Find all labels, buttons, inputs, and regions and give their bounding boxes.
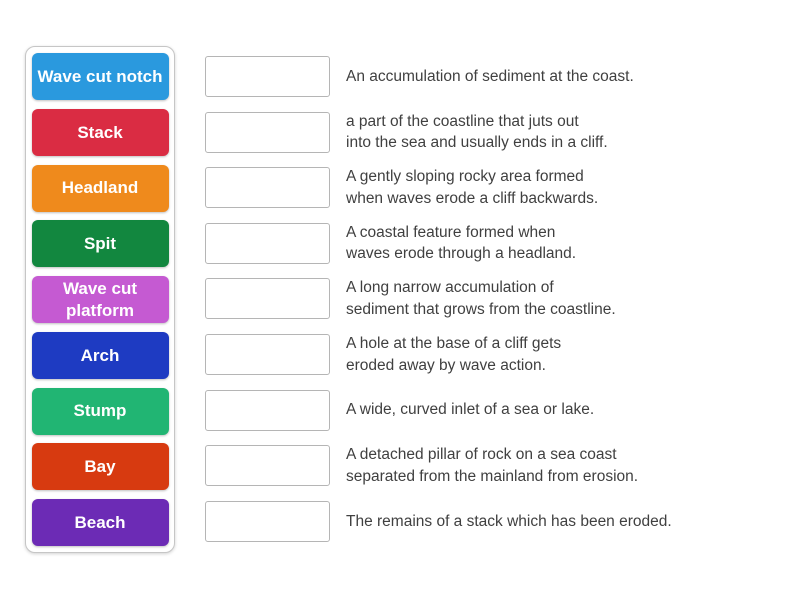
definition-line: eroded away by wave action.	[346, 356, 546, 374]
keyword-tile[interactable]: Headland	[32, 165, 169, 212]
definition-line: A long narrow accumulation of	[346, 279, 554, 297]
definition-text	[346, 399, 594, 421]
match-row	[205, 445, 638, 486]
keyword-tile[interactable]: Stack	[32, 109, 169, 156]
definition-line: waves erode through a headland.	[346, 245, 577, 263]
answer-drop-box[interactable]	[205, 445, 330, 486]
match-row	[205, 501, 672, 542]
match-row	[205, 112, 608, 153]
keyword-tile[interactable]: Wave cut platform	[32, 276, 169, 323]
answer-drop-box[interactable]	[205, 390, 330, 431]
match-row	[205, 223, 576, 264]
answer-drop-box[interactable]	[205, 112, 330, 153]
match-row	[205, 278, 616, 319]
answer-drop-box[interactable]	[205, 501, 330, 542]
definition-line: A gently sloping rocky area formed	[346, 168, 584, 186]
answer-drop-box[interactable]	[205, 56, 330, 97]
definition-text	[346, 511, 672, 533]
match-row	[205, 56, 634, 97]
definition-line: into the sea and usually ends in a cliff.	[346, 134, 608, 152]
keyword-tile[interactable]: Spit	[32, 220, 169, 267]
answers-column	[205, 56, 785, 566]
definition-text	[346, 111, 608, 154]
definition-line: An accumulation of sediment at the coast.	[346, 67, 634, 85]
definition-line: A detached pillar of rock on a sea coast	[346, 446, 617, 464]
answer-drop-box[interactable]	[205, 278, 330, 319]
match-row	[205, 390, 594, 431]
keyword-tile[interactable]: Bay	[32, 443, 169, 490]
definition-line: when waves erode a cliff backwards.	[346, 189, 599, 207]
definition-text	[346, 166, 598, 209]
answer-drop-box[interactable]	[205, 334, 330, 375]
definition-line: A wide, curved inlet of a sea or lake.	[346, 401, 595, 419]
definition-text	[346, 444, 638, 487]
definition-text	[346, 66, 634, 88]
answer-drop-box[interactable]	[205, 223, 330, 264]
definition-line: The remains of a stack which has been eroded.	[346, 512, 672, 530]
keywords-panel	[25, 46, 175, 553]
keyword-tile[interactable]: Beach	[32, 499, 169, 546]
definition-line: A hole at the base of a cliff gets	[346, 335, 562, 352]
match-row	[205, 167, 598, 208]
keyword-tile[interactable]: Stump	[32, 388, 169, 435]
definition-line: sediment that grows from the coastline.	[346, 300, 616, 318]
match-row	[205, 334, 561, 375]
answer-drop-box[interactable]	[205, 167, 330, 208]
definition-line: separated from the mainland from erosion.	[346, 467, 639, 485]
definition-text	[346, 333, 561, 376]
keyword-tile[interactable]: Wave cut notch	[32, 53, 169, 100]
definition-text	[346, 222, 576, 265]
definition-line: A coastal feature formed when	[346, 223, 556, 241]
keyword-tile[interactable]: Arch	[32, 332, 169, 379]
definition-text	[346, 277, 616, 320]
definition-line: a part of the coastline that juts out	[346, 112, 579, 130]
